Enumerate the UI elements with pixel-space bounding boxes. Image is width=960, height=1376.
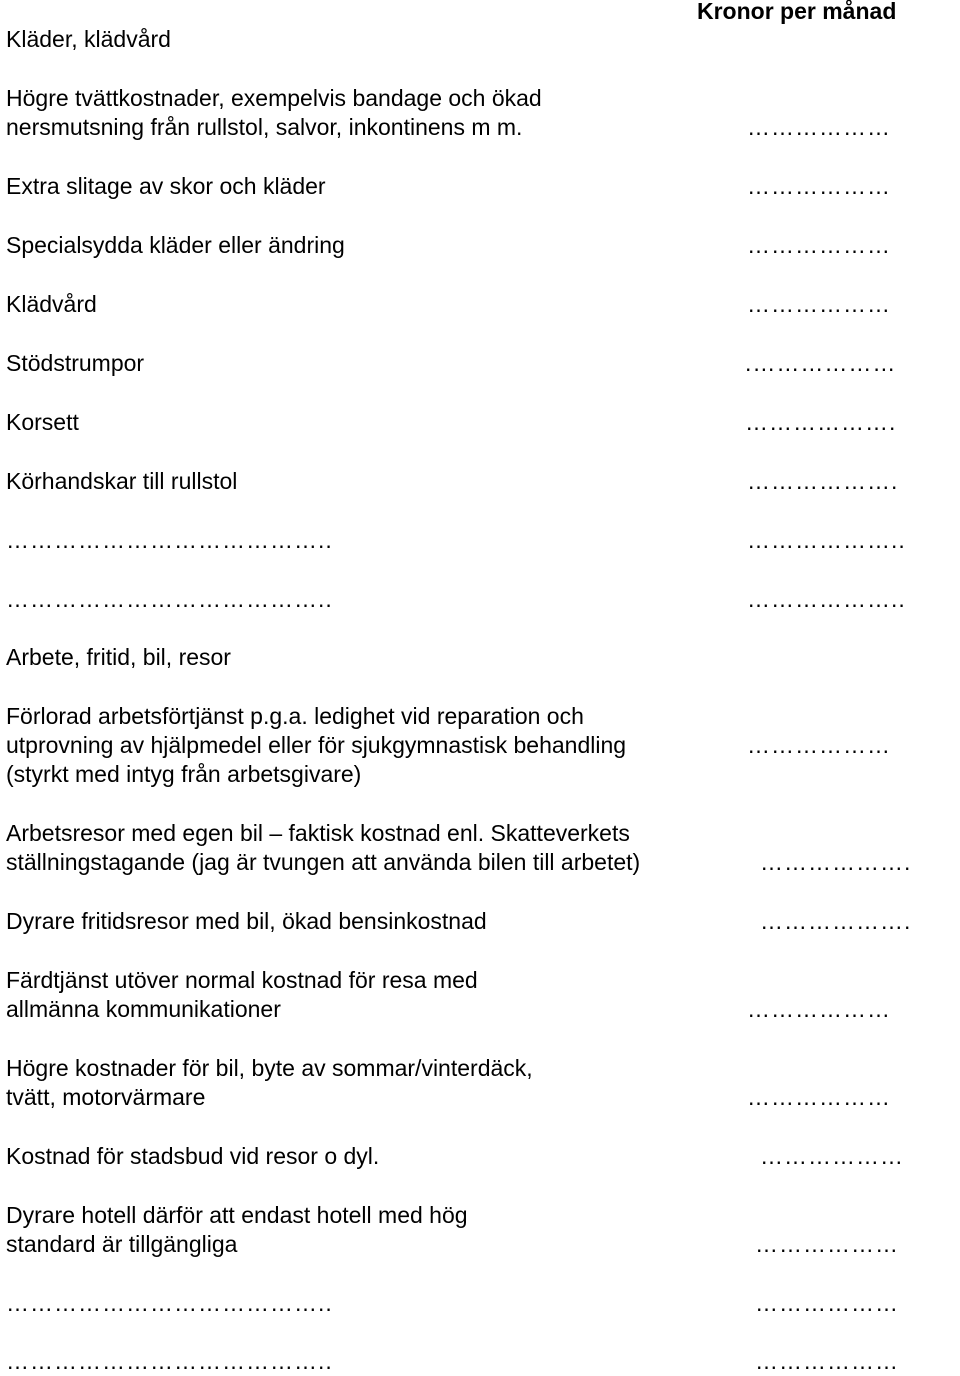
item-label-custom-clothes: Specialsydda kläder eller ändring <box>6 232 345 258</box>
blank-label-field-4[interactable]: ………………………………….. <box>6 1348 333 1374</box>
item-label-laundry-line1: Högre tvättkostnader, exempelvis bandage och ökad <box>6 85 542 111</box>
item-label-transport-service-line2: allmänna kommunikationer <box>6 996 281 1022</box>
blank-label-field-2[interactable]: ………………………………….. <box>6 586 333 612</box>
amount-field-corset[interactable]: ………………. <box>745 409 897 435</box>
blank-label-field-3[interactable]: ………………………………….. <box>6 1290 333 1316</box>
amount-field-blank-4[interactable]: ……………… <box>755 1348 899 1374</box>
item-label-clothing-care: Klädvård <box>6 291 97 317</box>
item-label-leisure-travel: Dyrare fritidsresor med bil, ökad bensinkostnad <box>6 908 487 934</box>
amount-field-blank-3[interactable]: ……………… <box>755 1290 899 1316</box>
blank-label-field-1[interactable]: ………………………………….. <box>6 527 333 553</box>
item-label-lost-income-line2: utprovning av hjälpmedel eller för sjukgymnastisk behandling <box>6 732 627 758</box>
section-heading-clothing: Kläder, klädvård <box>6 26 171 52</box>
amount-field-wear[interactable]: ……………… <box>747 173 891 199</box>
amount-field-leisure-travel[interactable]: ………………. <box>760 908 912 934</box>
item-label-hotel-line2: standard är tillgängliga <box>6 1231 238 1257</box>
item-label-transport-service-line1: Färdtjänst utöver normal kostnad för resa med <box>6 967 478 993</box>
amount-field-transport-service[interactable]: ……………… <box>747 996 891 1022</box>
amount-field-laundry[interactable]: ……………… <box>747 114 891 140</box>
amount-field-lost-income[interactable]: ……………… <box>747 732 891 758</box>
item-label-wear: Extra slitage av skor och kläder <box>6 173 326 199</box>
item-label-lost-income-line1: Förlorad arbetsförtjänst p.g.a. ledighet vid reparation och <box>6 703 584 729</box>
item-label-courier: Kostnad för stadsbud vid resor o dyl. <box>6 1143 380 1169</box>
item-label-hotel-line1: Dyrare hotell därför att endast hotell med hög <box>6 1202 468 1228</box>
column-title: Kronor per månad <box>697 0 897 24</box>
amount-field-wheelchair-gloves[interactable]: ………………. <box>747 468 899 494</box>
item-label-laundry-line2: nersmutsning från rullstol, salvor, inkontinens m m. <box>6 114 523 140</box>
item-label-lost-income-line3: (styrkt med intyg från arbetsgivare) <box>6 761 362 787</box>
amount-field-hotel[interactable]: ……………… <box>755 1231 899 1257</box>
item-label-wheelchair-gloves: Körhandskar till rullstol <box>6 468 238 494</box>
amount-field-blank-2[interactable]: ……………….. <box>747 586 906 612</box>
amount-field-commute[interactable]: ………………. <box>760 849 912 875</box>
section-heading-work: Arbete, fritid, bil, resor <box>6 644 231 670</box>
amount-field-blank-1[interactable]: ……………….. <box>747 527 906 553</box>
item-label-car-costs-line1: Högre kostnader för bil, byte av sommar/vinterdäck, <box>6 1055 533 1081</box>
item-label-commute-line1: Arbetsresor med egen bil – faktisk kostnad enl. Skatteverkets <box>6 820 630 846</box>
item-label-car-costs-line2: tvätt, motorvärmare <box>6 1084 206 1110</box>
item-label-support-stockings: Stödstrumpor <box>6 350 145 376</box>
amount-field-custom-clothes[interactable]: ……………… <box>747 232 891 258</box>
amount-field-car-costs[interactable]: ……………… <box>747 1084 891 1110</box>
amount-field-clothing-care[interactable]: ……………… <box>747 291 891 317</box>
amount-field-courier[interactable]: ……………… <box>760 1143 904 1169</box>
item-label-commute-line2: ställningstagande (jag är tvungen att använda bilen till arbetet) <box>6 849 641 875</box>
item-label-corset: Korsett <box>6 409 79 435</box>
amount-field-support-stockings[interactable]: .……………… <box>745 350 897 376</box>
